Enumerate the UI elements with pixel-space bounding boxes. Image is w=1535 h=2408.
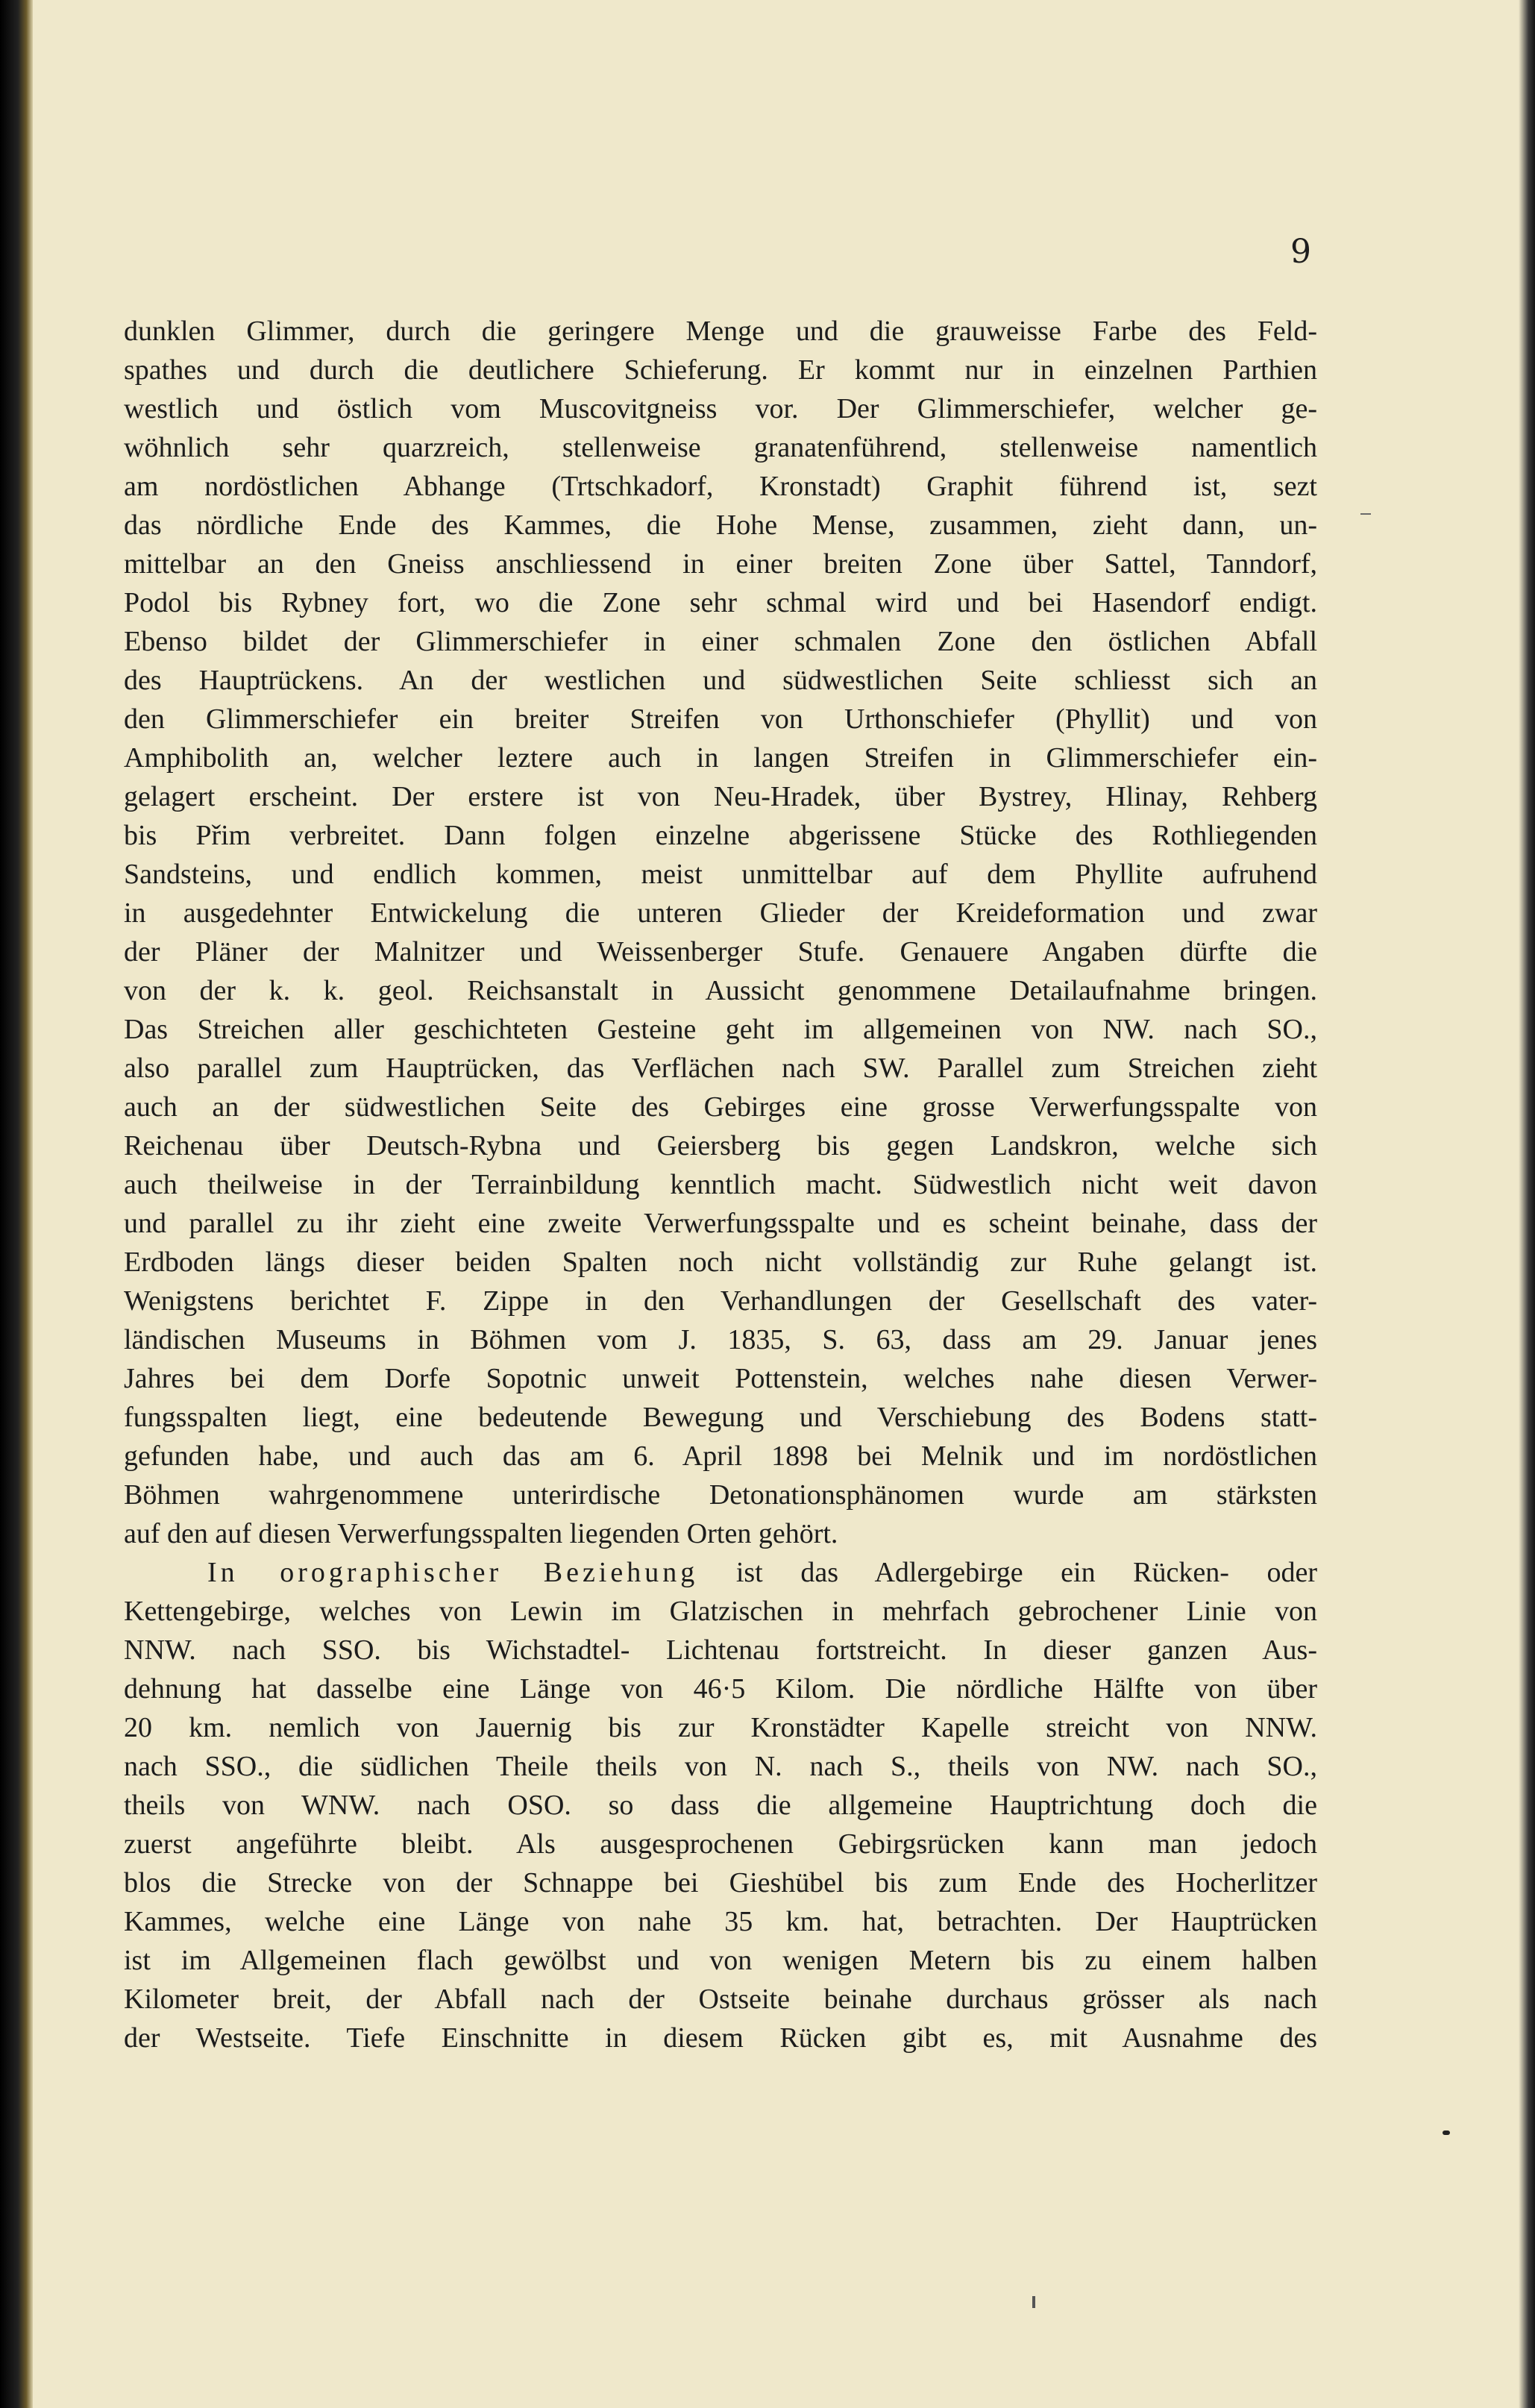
text-line: Das Streichen aller geschichteten Gesteine geht im allgemeinen von NW. nach SO.,: [124, 1014, 1317, 1045]
text-line: der Pläner der Malnitzer und Weissenberger Stufe. Genauere Angaben dürfte die: [124, 936, 1317, 968]
text-line: des Hauptrückens. An der westlichen und südwestlichen Seite schliesst sich an: [124, 665, 1317, 696]
book-spine-shadow: [0, 0, 33, 2408]
text-line: Reichenau über Deutsch-Rybna und Geiersberg bis gegen Landskron, welche sich: [124, 1130, 1317, 1161]
text-line: dunklen Glimmer, durch die geringere Menge und die grauweisse Farbe des Feld-: [124, 316, 1317, 347]
text-line: 20 km. nemlich von Jauernig bis zur Kronstädter Kapelle streicht von NNW.: [124, 1712, 1317, 1743]
text-line: zuerst angeführte bleibt. Als ausgesprochenen Gebirgsrücken kann man jedoch: [124, 1828, 1317, 1860]
text-line: der Westseite. Tiefe Einschnitte in diesem Rücken gibt es, mit Ausnahme des: [124, 2022, 1317, 2054]
text-line: Kettengebirge, welches von Lewin im Glatzischen in mehrfach gebrochener Linie von: [124, 1596, 1317, 1627]
text-line: also parallel zum Hauptrücken, das Verflächen nach SW. Parallel zum Streichen zieht: [124, 1053, 1317, 1084]
ink-speck: [1443, 2130, 1450, 2135]
page-edge-shadow: [1519, 0, 1535, 2408]
text-line: mittelbar an den Gneiss anschliessend in einer breiten Zone über Sattel, Tanndorf,: [124, 548, 1317, 580]
paragraph-1: [124, 312, 1317, 1553]
text-line: auch theilweise in der Terrainbildung kenntlich macht. Südwestlich nicht weit davon: [124, 1169, 1317, 1200]
ink-speck: [1032, 2296, 1035, 2308]
text-line: ländischen Museums in Böhmen vom J. 1835, S. 63, dass am 29. Januar jenes: [124, 1324, 1317, 1355]
text-line: [124, 1553, 1317, 1592]
text-line: ist im Allgemeinen flach gewölbst und von wenigen Metern bis zu einem halben: [124, 1945, 1317, 1976]
text-line: Podol bis Rybney fort, wo die Zone sehr schmal wird und bei Hasendorf endigt.: [124, 587, 1317, 618]
text-line: spathes und durch die deutlichere Schieferung. Er kommt nur in einzelnen Parthien: [124, 354, 1317, 386]
paragraph-2: [124, 1553, 1317, 2057]
text-line: von der k. k. geol. Reichsanstalt in Aussicht genommene Detailaufnahme bringen.: [124, 975, 1317, 1006]
text-line: westlich und östlich vom Muscovitgneiss vor. Der Glimmerschiefer, welcher ge-: [124, 393, 1317, 424]
text-line: Wenigstens berichtet F. Zippe in den Verhandlungen der Gesellschaft des vater-: [124, 1285, 1317, 1317]
text-line: wöhnlich sehr quarzreich, stellenweise granatenführend, stellenweise namentlich: [124, 432, 1317, 463]
text-line: nach SSO., die südlichen Theile theils von N. nach S., theils von NW. nach SO.,: [124, 1751, 1317, 1782]
text-run: ist das Adlergebirge ein Rücken- oder: [698, 1557, 1317, 1588]
text-line: Kilometer breit, der Abfall nach der Ostseite beinahe durchaus grösser als nach: [124, 1984, 1317, 2015]
text-line: Kammes, welche eine Länge von nahe 35 km. hat, betrachten. Der Hauptrücken: [124, 1906, 1317, 1937]
text-line: fungsspalten liegt, eine bedeutende Bewegung und Verschiebung des Bodens statt-: [124, 1402, 1317, 1433]
text-line: dehnung hat dasselbe eine Länge von 46·5 Kilom. Die nördliche Hälfte von über: [124, 1673, 1317, 1705]
page-number: 9: [1290, 233, 1311, 271]
text-line: in ausgedehnter Entwickelung die unteren Glieder der Kreideformation und zwar: [124, 897, 1317, 929]
text-line: Ebenso bildet der Glimmerschiefer in einer schmalen Zone den östlichen Abfall: [124, 626, 1317, 657]
text-line: Böhmen wahrgenommene unterirdische Detonationsphänomen wurde am stärksten: [124, 1479, 1317, 1511]
text-line: und parallel zu ihr zieht eine zweite Verwerfungsspalte und es scheint beinahe, dass der: [124, 1208, 1317, 1239]
text-line: den Glimmerschiefer ein breiter Streifen von Urthonschiefer (Phyllit) und von: [124, 703, 1317, 735]
text-line: bis Přim verbreitet. Dann folgen einzelne abgerissene Stücke des Rothliegenden: [124, 820, 1317, 851]
margin-mark: [1360, 513, 1371, 515]
text-line: Jahres bei dem Dorfe Sopotnic unweit Pottenstein, welches nahe diesen Verwer-: [124, 1363, 1317, 1394]
text-line: gefunden habe, und auch das am 6. April 1898 bei Melnik und im nordöstlichen: [124, 1440, 1317, 1472]
text-line: auch an der südwestlichen Seite des Gebirges eine grosse Verwerfungsspalte von: [124, 1091, 1317, 1123]
emphasized-term: In orographischer Beziehung: [207, 1557, 699, 1588]
text-line: das nördliche Ende des Kammes, die Hohe Mense, zusammen, zieht dann, un-: [124, 509, 1317, 541]
text-line: Amphibolith an, welcher leztere auch in langen Streifen in Glimmerschiefer ein-: [124, 742, 1317, 774]
text-line: gelagert erscheint. Der erstere ist von Neu-Hradek, über Bystrey, Hlinay, Rehberg: [124, 781, 1317, 812]
text-line: NNW. nach SSO. bis Wichstadtel- Lichtenau fortstreicht. In dieser ganzen Aus-: [124, 1634, 1317, 1666]
text-line: theils von WNW. nach OSO. so dass die allgemeine Hauptrichtung doch die: [124, 1790, 1317, 1821]
text-line: am nordöstlichen Abhange (Trtschkadorf, Kronstadt) Graphit führend ist, sezt: [124, 471, 1317, 502]
body-text: [124, 312, 1317, 2057]
text-line: blos die Strecke von der Schnappe bei Gieshübel bis zum Ende des Hocherlitzer: [124, 1867, 1317, 1899]
text-line: Sandsteins, und endlich kommen, meist unmittelbar auf dem Phyllite aufruhend: [124, 859, 1317, 890]
text-line: Erdboden längs dieser beiden Spalten noch nicht vollständig zur Ruhe gelangt ist.: [124, 1247, 1317, 1278]
text-line: auf den auf diesen Verwerfungsspalten liegenden Orten gehört.: [124, 1518, 838, 1549]
